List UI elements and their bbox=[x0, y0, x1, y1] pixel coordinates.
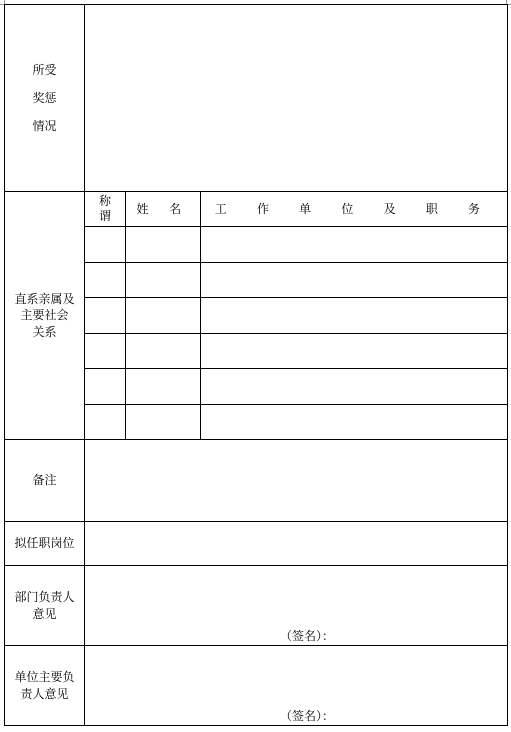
relation-name-cell[interactable] bbox=[126, 227, 201, 263]
dept-opinion-label-line: 部门负责人 bbox=[14, 590, 75, 605]
relations-label-line: 主要社会 bbox=[20, 308, 69, 323]
relation-name-cell[interactable] bbox=[126, 405, 201, 440]
dept-opinion-label-line: 意见 bbox=[32, 606, 57, 621]
relation-title-cell[interactable] bbox=[85, 298, 126, 334]
relation-job-cell[interactable] bbox=[201, 263, 508, 298]
relation-name-cell[interactable] bbox=[126, 263, 201, 298]
relation-name-header: 姓 名 bbox=[126, 192, 201, 227]
unit-opinion-content-cell[interactable] bbox=[85, 646, 508, 726]
awards-label-line: 情况 bbox=[32, 119, 57, 134]
awards-label-line: 所受 bbox=[32, 62, 57, 77]
position-row bbox=[5, 522, 508, 566]
relation-job-cell[interactable] bbox=[201, 369, 508, 405]
unit-opinion-label-line: 单位主要负 bbox=[14, 670, 75, 685]
relation-title-cell[interactable] bbox=[85, 227, 126, 263]
relations-label bbox=[5, 192, 85, 440]
dept-signature-label: （签名）： bbox=[280, 628, 335, 643]
relation-job-cell[interactable] bbox=[201, 298, 508, 334]
unit-opinion-label-line: 责人意见 bbox=[20, 686, 69, 701]
awards-label-line: 奖惩 bbox=[32, 90, 57, 105]
relation-title-cell[interactable] bbox=[85, 334, 126, 369]
relation-job-cell[interactable] bbox=[201, 227, 508, 263]
relations-header-row bbox=[5, 192, 508, 227]
awards-row bbox=[5, 5, 508, 192]
relation-name-cell[interactable] bbox=[126, 334, 201, 369]
remarks-row bbox=[5, 440, 508, 522]
relation-job-cell[interactable] bbox=[201, 405, 508, 440]
unit-opinion-label bbox=[5, 646, 85, 726]
dept-opinion-content-cell[interactable] bbox=[85, 566, 508, 646]
relation-job-header: 工 作 单 位 及 职 务 bbox=[201, 192, 508, 227]
relations-label-line: 关系 bbox=[32, 324, 57, 339]
awards-content-cell[interactable] bbox=[85, 5, 508, 192]
unit-signature-label: （签名）： bbox=[280, 708, 335, 723]
remarks-label: 备注 bbox=[5, 440, 85, 522]
relation-name-cell[interactable] bbox=[126, 369, 201, 405]
position-label: 拟任职岗位 bbox=[5, 522, 85, 566]
awards-label bbox=[5, 5, 85, 192]
relation-title-cell[interactable] bbox=[85, 263, 126, 298]
relation-job-cell[interactable] bbox=[201, 334, 508, 369]
dept-opinion-row bbox=[5, 566, 508, 646]
relation-title-cell[interactable] bbox=[85, 405, 126, 440]
relations-label-line: 直系亲属及 bbox=[14, 292, 75, 307]
relation-title-header: 称谓 bbox=[85, 192, 126, 227]
unit-opinion-row bbox=[5, 646, 508, 726]
dept-opinion-label bbox=[5, 566, 85, 646]
position-content-cell[interactable] bbox=[85, 522, 508, 566]
remarks-content-cell[interactable] bbox=[85, 440, 508, 522]
personnel-form-table bbox=[4, 4, 508, 726]
relation-title-cell[interactable] bbox=[85, 369, 126, 405]
relation-name-cell[interactable] bbox=[126, 298, 201, 334]
